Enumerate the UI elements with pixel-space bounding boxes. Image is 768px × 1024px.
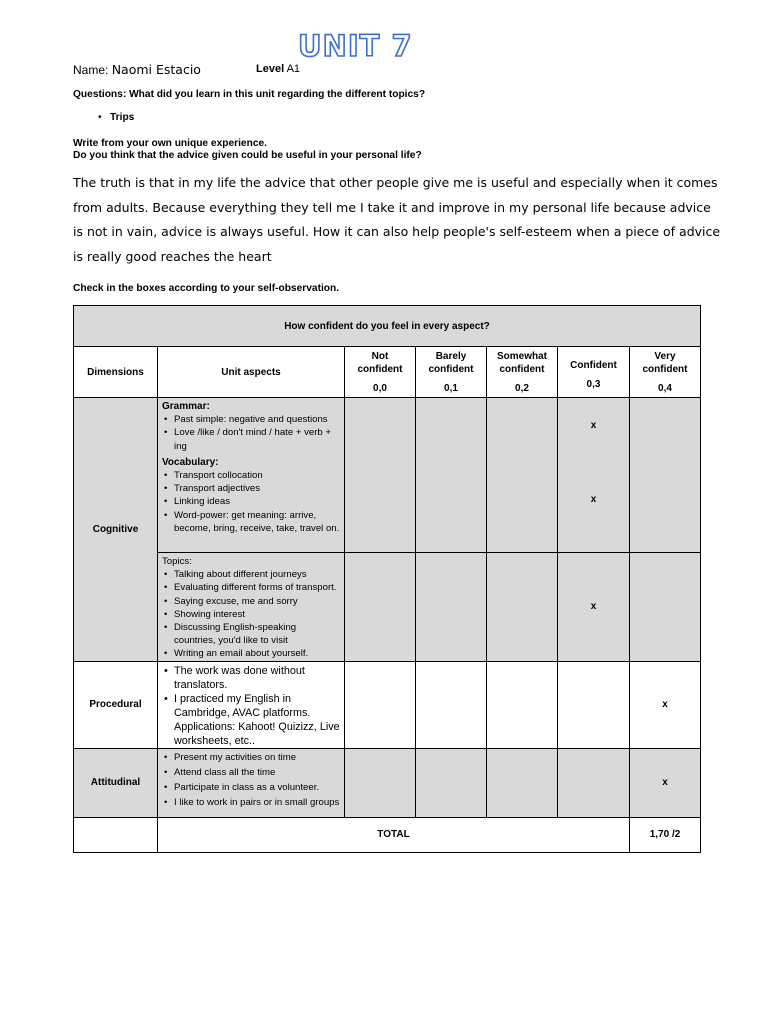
list-item: • The work was done without translators. <box>174 664 340 692</box>
list-item: • Word-power: get meaning: arrive, become, bring, receive, take, travel on. <box>174 509 340 535</box>
list-item: • Present my activities on time <box>174 751 340 764</box>
cell-not-confident[interactable] <box>345 553 416 662</box>
total-empty-cell <box>74 817 158 852</box>
cell-barely-confident[interactable] <box>416 661 487 748</box>
list-item: • Discussing English-speaking countries, you'd like to visit <box>174 621 340 647</box>
cell-barely-confident[interactable] <box>416 553 487 662</box>
check-mark-procedural: x <box>662 699 668 711</box>
check-mark-grammar: x <box>590 420 597 431</box>
procedural-aspects <box>158 661 345 748</box>
cell-confident[interactable] <box>558 398 630 553</box>
list-item: • I practiced my English in Cambridge, AVAC platforms. Applications: Kahoot! Quizizz, Live worksheets, etc.. <box>174 692 340 748</box>
bullet-icon: • <box>98 112 102 123</box>
cell-very-confident[interactable] <box>630 398 701 553</box>
cell-confident[interactable] <box>558 748 630 817</box>
topics-title: Topics: <box>162 556 192 567</box>
level-header-barely: Barely confident 0,1 <box>416 347 487 398</box>
student-name: Naomi Estacio <box>111 62 201 77</box>
topic-label: Trips <box>110 112 135 123</box>
cognitive-grammar-vocabulary <box>158 398 345 553</box>
list-item: • Talking about different journeys <box>174 568 340 581</box>
cell-confident[interactable] <box>558 553 630 662</box>
name-line: Name: Naomi Estacio <box>73 62 201 77</box>
list-item: • Love /like / don't mind / hate + verb + ing <box>174 426 340 452</box>
cell-not-confident[interactable] <box>345 748 416 817</box>
level-header-somewhat: Somewhat confident 0,2 <box>487 347 558 398</box>
level-label: Level <box>256 63 285 75</box>
cell-very-confident[interactable] <box>630 661 701 748</box>
check-note: Check in the boxes according to your self-observation. <box>73 283 340 294</box>
instructions <box>73 138 422 162</box>
cognitive-topics <box>158 553 345 662</box>
attitudinal-aspects <box>158 748 345 817</box>
list-item: • Participate in class as a volunteer. <box>174 781 340 794</box>
dimension-attitudinal: Attitudinal <box>74 748 158 817</box>
list-item: • Linking ideas <box>174 495 340 508</box>
check-mark-attitudinal: x <box>662 777 668 789</box>
self-assessment-table <box>73 305 701 853</box>
dimensions-header: Dimensions <box>74 347 158 398</box>
cell-very-confident[interactable] <box>630 553 701 662</box>
list-item: • Writing an email about yourself. <box>174 647 340 660</box>
cell-somewhat-confident[interactable] <box>487 553 558 662</box>
level-header-not: Not confident 0,0 <box>345 347 416 398</box>
cell-somewhat-confident[interactable] <box>487 398 558 553</box>
question-text: What did you learn in this unit regarding the different topics? <box>129 89 426 100</box>
list-item: • Transport adjectives <box>174 482 340 495</box>
cell-barely-confident[interactable] <box>416 748 487 817</box>
check-mark-vocabulary: x <box>590 494 597 505</box>
instruction-1: Write from your own unique experience. <box>73 138 267 149</box>
list-item: • Attend class all the time <box>174 766 340 779</box>
question-prompt: Questions: What did you learn in this unit regarding the different topics? <box>73 89 426 100</box>
list-item: • I like to work in pairs or in small groups <box>174 796 340 809</box>
cell-somewhat-confident[interactable] <box>487 661 558 748</box>
list-item: • Saying excuse, me and sorry <box>174 595 340 608</box>
list-item: • Evaluating different forms of transport. <box>174 581 340 594</box>
list-item: • Transport collocation <box>174 469 340 482</box>
question-label: Questions <box>73 89 123 100</box>
level-line <box>256 63 300 75</box>
cell-confident[interactable] <box>558 661 630 748</box>
instruction-2: Do you think that the advice given could be useful in your personal life? <box>73 150 422 161</box>
table-title: How confident do you feel in every aspect? <box>74 306 701 347</box>
cell-barely-confident[interactable] <box>416 398 487 553</box>
student-answer: The truth is that in my life the advice that other people give me is useful and especially when it comes from adults. Because everything they tell me I take it and improve in my personal life because advice is not in vain, advice is always useful. How it can also help people's self-esteem when a piece of advice is really good reaches the heart <box>73 175 721 264</box>
cell-not-confident[interactable] <box>345 398 416 553</box>
cell-not-confident[interactable] <box>345 661 416 748</box>
check-mark-topics: x <box>590 601 597 613</box>
total-value: 1,70 /2 <box>630 817 701 852</box>
total-label: TOTAL <box>158 817 630 852</box>
dimension-procedural: Procedural <box>74 661 158 748</box>
topic-bullet <box>98 112 135 123</box>
grammar-title: Grammar: <box>162 401 210 412</box>
dimension-cognitive: Cognitive <box>74 398 158 662</box>
name-label: Name <box>73 63 106 77</box>
level-header-confident: Confident 0,3 <box>558 347 630 398</box>
vocabulary-title: Vocabulary: <box>162 456 219 468</box>
aspects-header: Unit aspects <box>158 347 345 398</box>
cell-somewhat-confident[interactable] <box>487 748 558 817</box>
list-item: • Showing interest <box>174 608 340 621</box>
level-header-very: Very confident 0,4 <box>630 347 701 398</box>
cell-very-confident[interactable] <box>630 748 701 817</box>
list-item: • Past simple: negative and questions <box>174 413 340 426</box>
level-value: A1 <box>286 63 301 75</box>
unit-title: UNIT 7 <box>298 29 413 63</box>
